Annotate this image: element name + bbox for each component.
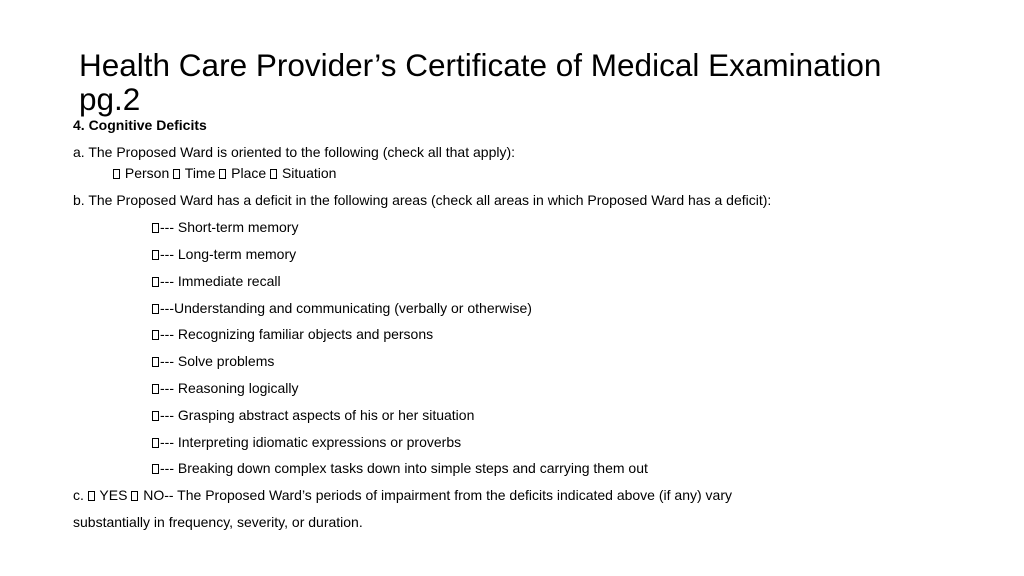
deficit-item-label: --- Short-term memory: [160, 219, 299, 235]
option-time-label: Time: [184, 165, 216, 181]
slide-title: [79, 48, 979, 116]
deficit-item-label: ---Understanding and communicating (verbally or otherwise): [160, 300, 532, 316]
deficit-item: [152, 246, 296, 262]
slide-title-line-1: Health Care Provider’s Certificate of Medical Examination: [79, 47, 882, 83]
option-place-label: Place: [231, 165, 267, 181]
deficit-item: [152, 326, 433, 342]
question-a: a. The Proposed Ward is oriented to the following (check all that apply):: [73, 144, 516, 160]
deficit-item: [152, 273, 281, 289]
slide-title-line-2: pg.2: [79, 81, 141, 117]
checkbox-icon[interactable]: [152, 277, 159, 287]
section-heading: 4. Cognitive Deficits: [73, 117, 207, 133]
option-situation-label: Situation: [281, 165, 337, 181]
deficit-item-label: --- Long-term memory: [160, 246, 297, 262]
no-label: NO-- The Proposed Ward’s periods of impairment from the deficits indicated above (if any) vary: [143, 487, 732, 503]
deficit-item-label: --- Grasping abstract aspects of his or her situation: [160, 407, 475, 423]
place-checkbox-icon[interactable]: [219, 169, 226, 179]
deficit-item: [152, 380, 299, 396]
deficit-item-label: --- Solve problems: [160, 353, 275, 369]
checkbox-icon[interactable]: [152, 250, 159, 260]
deficit-item: [152, 353, 274, 369]
checkbox-icon[interactable]: [152, 304, 159, 314]
checkbox-icon[interactable]: [152, 384, 159, 394]
checkbox-icon[interactable]: [152, 411, 159, 421]
checkbox-icon[interactable]: [152, 223, 159, 233]
deficit-item: [152, 219, 298, 235]
checkbox-icon[interactable]: [152, 438, 159, 448]
situation-checkbox-icon[interactable]: [270, 169, 277, 179]
question-c-continuation: substantially in frequency, severity, or duration.: [73, 514, 363, 530]
deficit-item-label: --- Immediate recall: [160, 273, 281, 289]
question-c-prefix: c.: [73, 487, 84, 503]
checkbox-icon[interactable]: [152, 357, 159, 367]
orientation-options: [113, 165, 336, 181]
question-c: [73, 487, 732, 503]
option-person-label: Person: [124, 165, 170, 181]
checkbox-icon[interactable]: [152, 330, 159, 340]
deficit-item-label: --- Reasoning logically: [160, 380, 299, 396]
yes-label: YES: [99, 487, 128, 503]
deficit-item-label: --- Breaking down complex tasks down into simple steps and carrying them out: [160, 460, 648, 476]
person-checkbox-icon[interactable]: [113, 169, 120, 179]
deficit-item: [152, 300, 532, 316]
deficit-item: [152, 434, 461, 450]
deficit-item: [152, 460, 648, 476]
checkbox-icon[interactable]: [152, 464, 159, 474]
deficit-item-label: --- Interpreting idiomatic expressions or proverbs: [160, 434, 462, 450]
deficit-item-label: --- Recognizing familiar objects and persons: [160, 326, 434, 342]
no-checkbox-icon[interactable]: [131, 491, 138, 501]
yes-checkbox-icon[interactable]: [88, 491, 95, 501]
question-b: b. The Proposed Ward has a deficit in the following areas (check all areas in which Proposed Ward has a deficit):: [73, 192, 772, 208]
time-checkbox-icon[interactable]: [173, 169, 180, 179]
deficit-item: [152, 407, 474, 423]
